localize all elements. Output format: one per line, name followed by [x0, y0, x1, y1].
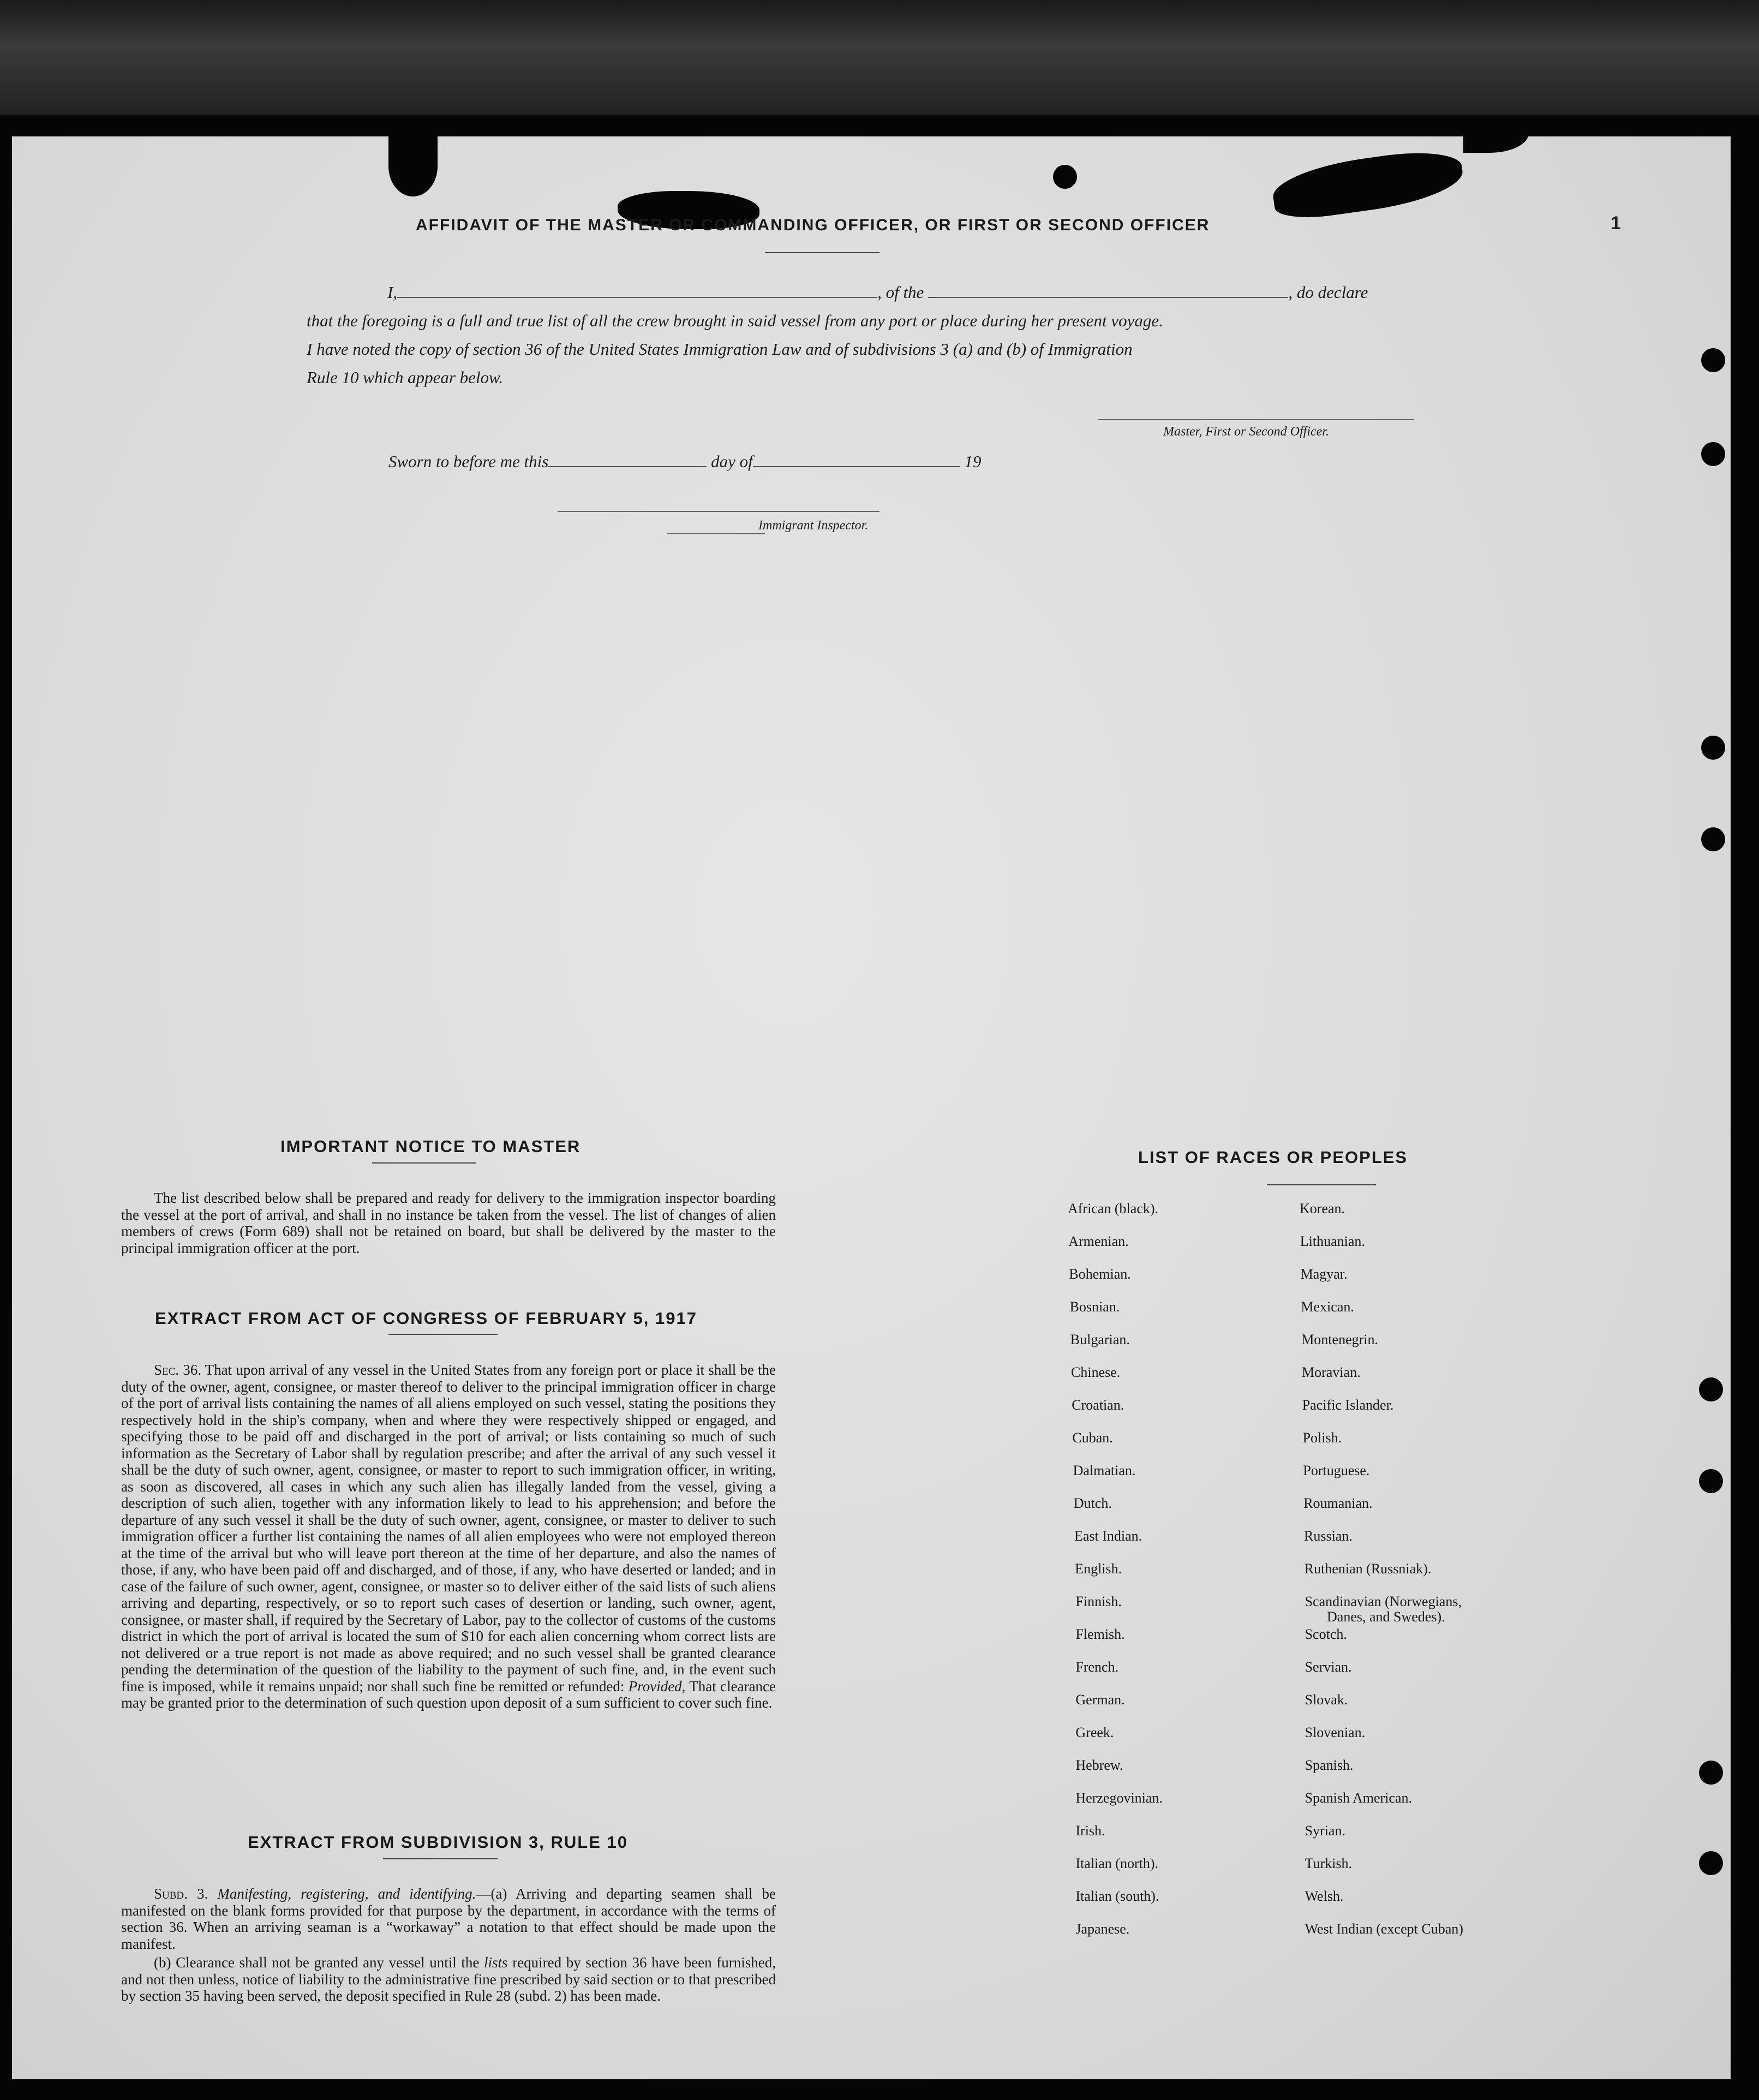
race-item: East Indian.	[1074, 1528, 1142, 1544]
provided-word: Provided,	[628, 1678, 686, 1695]
affidavit-line-4: Rule 10 which appear below.	[307, 368, 504, 387]
rule-extract-title-rule	[383, 1858, 498, 1859]
race-item: African (black).	[1068, 1201, 1159, 1216]
document-page	[12, 136, 1731, 2079]
act-extract-text: That upon arrival of any vessel in the United States from any foreign port or place it shall be the duty of the owner, agent, consignee, or master thereof to deliver to the principal immigration officer in charge of the port of arrival lists containing the names of all aliens employed on such vessel, stating the positions they respectively hold in the ship's company, when and where they were respectively shipped or engaged, and specifying those to be paid off and discharged in the port of arrival; or lists containing so much of such information as the Secretary of Labor shall by regulation prescribe; and after the arrival of any such vessel it shall be the duty of such owner, agent, consignee, or master to report to such immigration officer, in writing, as soon as discovered, all cases in which any such alien has illegally landed from the vessel, giving a description of such alien, together with any information likely to lead to his apprehension; and before the departure of any such vessel it shall be the duty of such owner, agent, consignee, or master to deliver to such immigration officer a further list containing the names of all alien employees who were not employed thereon at the time of the arrival but who will leave port thereon at the time of her departure, and also the names of those, if any, who have been paid off and discharged, and of those, if any, who have deserted or landed; and in case of the failure of such owner, agent, consignee, or master so to deliver either of the said lists of such aliens arriving and departing, respectively, or so to report such cases of desertion or landing, such owner, agent, consignee, or master shall, if required by the Secretary of Labor, pay to the collector of customs of the customs district in which the port of arrival is located the sum of $10 for each alien concerning whom correct lists are not delivered or a true report is not made as above required; and no such vessel shall be granted clearance pending the determination of the question of the liability to the payment of such fine, and, in the event such fine is imposed, while it remains unpaid; nor shall such fine be remitted or refunded:	[121, 1362, 776, 1695]
race-item: Bohemian.	[1069, 1266, 1131, 1282]
punch-hole-top	[1053, 165, 1077, 189]
races-title-rule	[1267, 1184, 1376, 1185]
punch-hole	[1699, 1851, 1723, 1875]
punch-hole	[1701, 827, 1725, 851]
race-item: Korean.	[1300, 1201, 1345, 1216]
race-item: Armenian.	[1068, 1233, 1129, 1249]
margin-mark: 1	[1611, 213, 1621, 234]
notice-title-rule	[372, 1162, 476, 1164]
race-item: Servian.	[1305, 1659, 1352, 1675]
rule-para-b	[121, 1954, 776, 2004]
race-item: Bosnian.	[1069, 1299, 1120, 1315]
affidavit-line-2: that the foregoing is a full and true list of all the crew brought in said vessel from any port or place during her present voyage.	[307, 311, 1163, 330]
race-item: Welsh.	[1305, 1888, 1344, 1904]
notice-text-block	[121, 1190, 776, 1256]
race-item: Greek.	[1075, 1725, 1114, 1740]
master-signature-caption: Master, First or Second Officer.	[1163, 425, 1329, 439]
race-item: Roumanian.	[1303, 1495, 1373, 1511]
sworn-label: Sworn to before me this	[388, 452, 549, 471]
affidavit-line-1	[387, 283, 1368, 302]
race-item: Montenegrin.	[1301, 1332, 1378, 1347]
punch-hole	[1699, 1469, 1723, 1493]
race-item: Portuguese.	[1303, 1463, 1370, 1478]
month-blank	[753, 452, 960, 467]
race-item: Moravian.	[1302, 1364, 1361, 1380]
punch-hole	[1701, 442, 1725, 466]
sec-label: Sec. 36.	[154, 1362, 201, 1378]
races-title: LIST OF RACES OR PEOPLES	[1138, 1148, 1408, 1167]
affidavit-title: AFFIDAVIT OF THE MASTER OR COMMANDING OFFICER, OR FIRST OR SECOND OFFICER	[416, 216, 1210, 234]
act-extract-title: EXTRACT FROM ACT OF CONGRESS OF FEBRUARY 5, 1917	[155, 1309, 697, 1328]
race-item: Polish.	[1302, 1430, 1342, 1446]
rule-para-a	[121, 1886, 776, 1952]
race-item: English.	[1075, 1561, 1122, 1577]
race-item: Italian (south).	[1075, 1888, 1159, 1904]
subd-label: Subd. 3.	[154, 1886, 208, 1902]
race-item: Dalmatian.	[1073, 1463, 1136, 1478]
race-item: West Indian (except Cuban)	[1305, 1921, 1463, 1937]
rule-extract-title: EXTRACT FROM SUBDIVISION 3, RULE 10	[248, 1833, 628, 1852]
inspector-caption: Immigrant Inspector.	[758, 518, 869, 533]
name-blank	[397, 283, 877, 298]
race-item: Spanish American.	[1305, 1790, 1413, 1806]
race-item: Flemish.	[1075, 1626, 1125, 1642]
race-item: Scandinavian (Norwegians,	[1305, 1594, 1462, 1609]
race-item: Pacific Islander.	[1302, 1397, 1394, 1413]
burn-mark-left	[388, 136, 438, 196]
punch-hole	[1699, 1377, 1723, 1401]
race-item: Scotch.	[1305, 1626, 1347, 1642]
affidavit-line-3: I have noted the copy of section 36 of the United States Immigration Law and of subdivisions 3 (a) and (b) of Immigration	[307, 339, 1133, 359]
race-item: Bulgarian.	[1070, 1332, 1130, 1347]
inspector-short-line	[667, 533, 765, 534]
race-item: Italian (north).	[1075, 1856, 1158, 1871]
torn-corner	[1463, 120, 1529, 153]
vessel-blank	[928, 283, 1288, 298]
inspector-signature-line	[558, 511, 880, 512]
punch-hole	[1699, 1761, 1723, 1785]
race-item: Turkish.	[1305, 1856, 1353, 1871]
race-item: Lithuanian.	[1300, 1233, 1365, 1249]
race-item: Mexican.	[1301, 1299, 1354, 1315]
act-extract-title-rule	[388, 1334, 498, 1335]
year-prefix: 19	[964, 452, 982, 471]
race-item: Ruthenian (Russniak).	[1304, 1561, 1432, 1577]
rule-para-b-lists: lists	[484, 1954, 508, 1971]
notice-text: The list described below shall be prepared and ready for delivery to the immigration inspector boarding the vessel at the port of arrival, and shall in no instance be taken from the vessel. The list of changes of alien members of crews (Form 689) shall not be retained on board, but shall be delivered by the master to the principal immigration officer at the port.	[121, 1190, 776, 1256]
burn-mark-right	[1270, 145, 1466, 223]
day-of-label: day of	[711, 452, 753, 471]
race-item: Spanish.	[1305, 1757, 1354, 1773]
race-item: French.	[1075, 1659, 1119, 1675]
rule-para-b-rest: required by section 36 have been furnished, and not then unless, notice of liability to the administrative fine prescribed by said section or to that prescribed by section 35 having been served, the deposit specified in Rule 28 (subd. 2) has been made.	[121, 1954, 776, 2004]
rule-para-b-start: (b) Clearance shall not be granted any vessel until the	[154, 1954, 480, 1971]
race-item: Syrian.	[1305, 1823, 1345, 1839]
race-item: Irish.	[1075, 1823, 1105, 1839]
punch-hole	[1701, 348, 1725, 372]
race-item: German.	[1075, 1692, 1125, 1708]
rule-para-a-text: —(a) Arriving and departing seamen shall be manifested on the blank forms provided for that purpose by the department, in accordance with the terms of section 36. When an arriving seaman is a “workaway” a notation to that effect should be made upon the manifest.	[121, 1886, 776, 1952]
race-item: Danes, and Swedes).	[1327, 1609, 1445, 1625]
race-item: Slovenian.	[1305, 1725, 1366, 1740]
punch-hole	[1701, 736, 1725, 760]
affidavit-do-declare: , do declare	[1288, 283, 1368, 302]
day-blank	[548, 452, 707, 467]
race-item: Cuban.	[1072, 1430, 1113, 1446]
race-item: Dutch.	[1073, 1495, 1112, 1511]
race-item: Croatian.	[1072, 1397, 1124, 1413]
race-item: Hebrew.	[1075, 1757, 1123, 1773]
act-extract-block	[121, 1362, 776, 1711]
race-item: Herzegovinian.	[1075, 1790, 1163, 1806]
scan-top-edge	[0, 0, 1759, 115]
race-item: Slovak.	[1305, 1692, 1348, 1708]
race-item: Finnish.	[1075, 1594, 1122, 1609]
notice-title: IMPORTANT NOTICE TO MASTER	[280, 1137, 581, 1156]
rule-extract-block	[121, 1886, 776, 2004]
affidavit-of-the: , of the	[877, 283, 924, 302]
affidavit-title-rule	[765, 252, 880, 253]
race-item: Russian.	[1304, 1528, 1353, 1544]
act-extract-tail: That clearance may be granted prior to the determination of such question upon deposit of a sum sufficient to cover such fine.	[121, 1678, 776, 1711]
master-signature-line	[1098, 419, 1414, 420]
race-item: Magyar.	[1300, 1266, 1348, 1282]
race-item: Japanese.	[1075, 1921, 1130, 1937]
affidavit-i-label: I,	[387, 283, 398, 302]
subd-heading: Manifesting, registering, and identifying.	[217, 1886, 476, 1902]
act-extract-paragraph	[121, 1362, 776, 1711]
sworn-line	[388, 452, 981, 472]
race-item: Chinese.	[1071, 1364, 1121, 1380]
